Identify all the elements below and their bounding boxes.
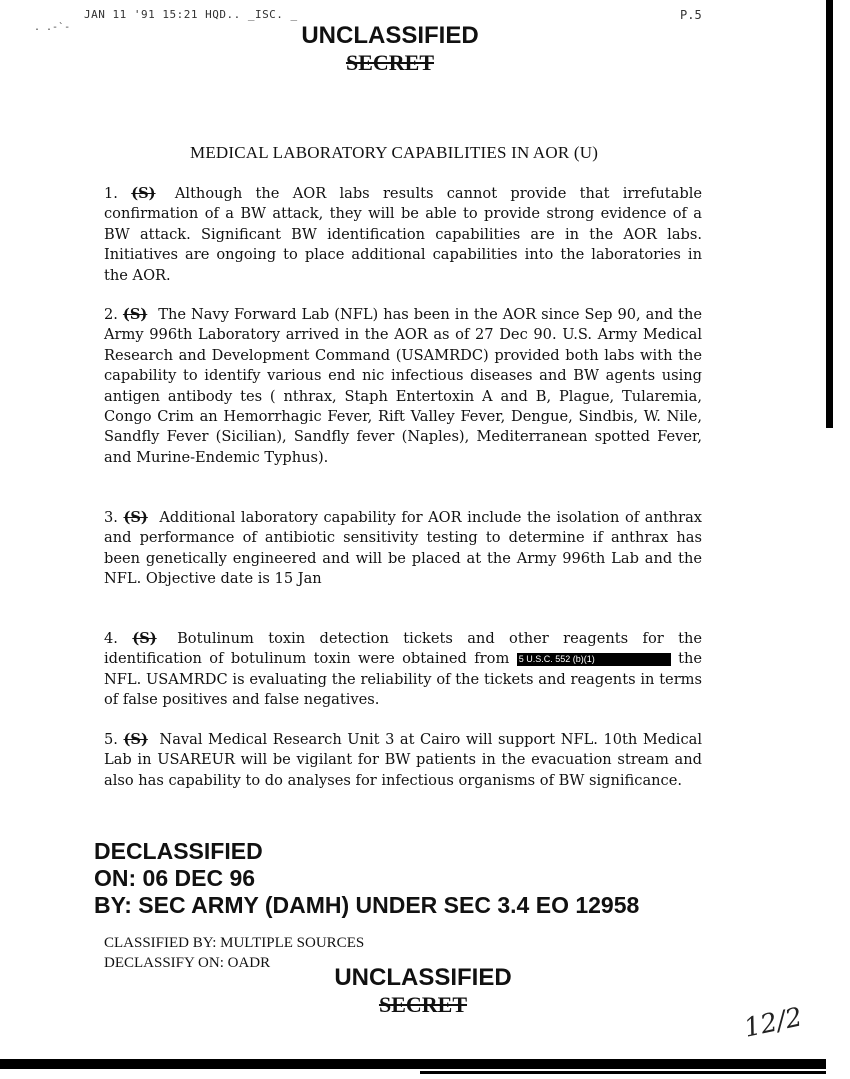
paragraph-5 — [104, 730, 702, 791]
paragraph-number: 4. — [104, 630, 118, 647]
classification-unclassified: UNCLASSIFIED — [334, 964, 512, 991]
paragraph-3 — [104, 508, 702, 590]
declassified-stamp-line2: ON: 06 DEC 96 — [94, 865, 256, 891]
paragraph-text-continued: the NFL. USAMRDC is evaluating the reliability of the tickets and reagents in terms of false positives and false negatives. — [104, 650, 703, 709]
paragraph-text: The Navy Forward Lab (NFL) has been in the AOR since Sep 90, and the Army 996th Laboratory arrived in the AOR as of 27 Dec 90. U.S. Army Medical Research and Development Command (USAMRDC) provided both labs with the capability to identify various end nic infectious diseases and BW agents using antigen antibody tes ( nthrax, Staph Entertoxin A and B, Plague, Tularemia, Congo Crim an Hemorrhagic Fever, Rift Valley Fever, Dengue, Sindbis, W. Nile, Sandfly Fever (Sicilian), Sandfly fever (Naples), Mediterranean spotted Fever, and Murine-Endemic Typhus). — [104, 306, 702, 466]
scan-bottom-line — [420, 1071, 826, 1074]
document-title: MEDICAL LABORATORY CAPABILITIES IN AOR (U) — [190, 143, 599, 162]
scan-marks: . .-`- — [34, 22, 71, 33]
classification-secret-struck: SECRET — [378, 992, 468, 1017]
paragraph-4 — [104, 629, 702, 711]
handwritten-note: 12/2 — [741, 1002, 805, 1044]
scan-edge-bar — [826, 0, 833, 428]
paragraph-number: 3. — [104, 509, 118, 526]
paragraph-text: Botulinum toxin detection tickets and other reagents for the identification of botulinum toxin were obtained from — [104, 630, 702, 668]
paragraph-1 — [104, 184, 702, 286]
classification-mark: (S) — [132, 630, 157, 647]
fax-header: JAN 11 '91 15:21 HQD.. _ISC. _ — [84, 8, 298, 21]
fax-page-number: P.5 — [680, 8, 702, 22]
top-classification — [0, 22, 780, 76]
classification-secret-struck: SECRET — [345, 50, 435, 75]
paragraph-number: 2. — [104, 306, 118, 323]
declassify-on: DECLASSIFY ON: OADR — [104, 955, 271, 971]
paragraph-text: Additional laboratory capability for AOR include the isolation of anthrax and performance of antibiotic sensitivity testing to determine if anthrax has been genetically engineered and will be placed at the Army 996th Lab and the NFL. Objective date is 15 Jan — [104, 509, 703, 588]
paragraph-2 — [104, 305, 702, 468]
paragraph-text: Naval Medical Research Unit 3 at Cairo will support NFL. 10th Medical Lab in USAREUR will be vigilant for BW patients in the evacuation stream and also has capability to do analyses for infectious organisms of BW significance. — [104, 731, 702, 789]
classification-mark: (S) — [122, 306, 148, 323]
classification-mark: (S) — [123, 731, 148, 748]
scan-bottom-bar — [0, 1059, 826, 1069]
declassified-stamp-line1: DECLASSIFIED — [94, 838, 263, 864]
paragraph-number: 1. — [104, 185, 118, 202]
paragraph-number: 5. — [104, 731, 118, 748]
classification-unclassified: UNCLASSIFIED — [301, 22, 479, 49]
classification-mark: (S) — [123, 509, 148, 526]
classification-mark: (S) — [131, 185, 156, 202]
redaction-box: 5 U.S.C. 552 (b)(1) — [517, 653, 671, 666]
classified-by: CLASSIFIED BY: MULTIPLE SOURCES — [104, 935, 365, 951]
declassified-stamp-line3: BY: SEC ARMY (DAMH) UNDER SEC 3.4 EO 12958 — [94, 892, 640, 918]
paragraph-text: Although the AOR labs results cannot provide that irrefutable confirmation of a BW attack, they will be able to provide strong evidence of a BW attack. Significant BW identification capabilities are in the AOR labs. Initiatives are ongoing to place additional capabilities into the laboratories in the AOR. — [104, 185, 702, 284]
bottom-classification — [0, 964, 846, 1018]
